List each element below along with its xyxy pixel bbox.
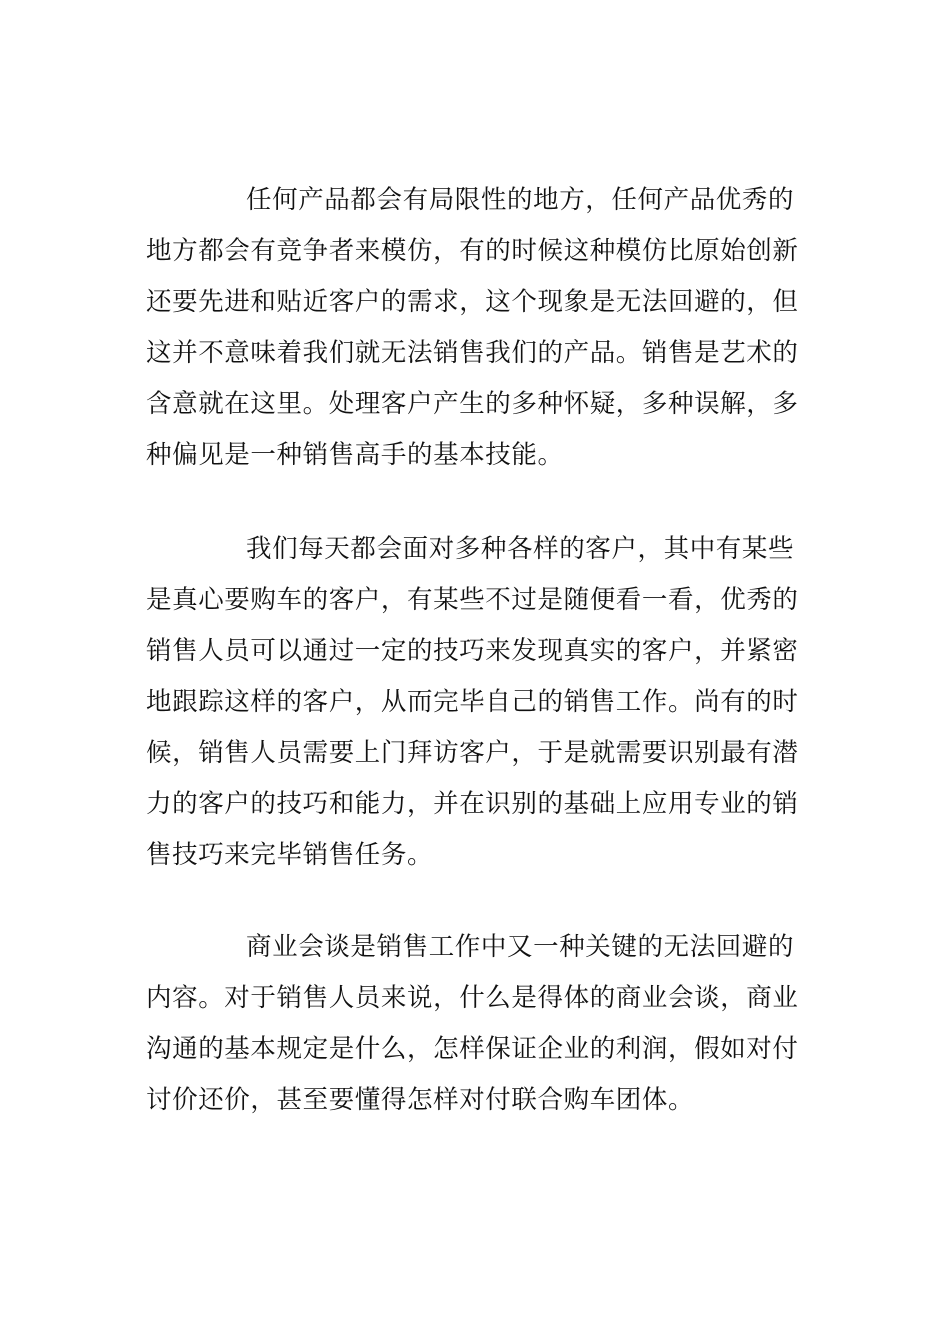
paragraph-line: 内容。对于销售人员来说，什么是得体的商业会谈，商业 [146,983,799,1013]
paragraph-2 [146,524,799,881]
paragraph-line: 讨价还价，甚至要懂得怎样对付联合购车团体。 [146,1085,695,1115]
paragraph-line: 这并不意味着我们就无法销售我们的产品。销售是艺术的 [146,338,799,368]
paragraph-line: 任何产品都会有局限性的地方，任何产品优秀的 [246,185,795,215]
paragraph-line: 沟通的基本规定是什么，怎样保证企业的利润，假如对付 [146,1034,799,1064]
paragraph-line: 地跟踪这样的客户，从而完毕自己的销售工作。尚有的时 [146,687,799,717]
paragraph-line: 是真心要购车的客户，有某些不过是随便看一看，优秀的 [146,585,799,615]
paragraph-line: 地方都会有竞争者来模仿，有的时候这种模仿比原始创新 [146,236,799,266]
paragraph-line: 力的客户的技巧和能力，并在识别的基础上应用专业的销 [146,789,799,819]
paragraph-line: 候，销售人员需要上门拜访客户，于是就需要识别最有潜 [146,738,799,768]
paragraph-line: 商业会谈是销售工作中又一种关键的无法回避的 [246,932,795,962]
paragraph-3 [146,922,799,1126]
paragraph-line: 还要先进和贴近客户的需求，这个现象是无法回避的，但 [146,287,799,317]
paragraph-line: 我们每天都会面对多种各样的客户，其中有某些 [246,534,795,564]
paragraph-line: 销售人员可以通过一定的技巧来发现真实的客户，并紧密 [146,636,799,666]
paragraph-line: 售技巧来完毕销售任务。 [146,840,434,870]
paragraph-line: 含意就在这里。处理客户产生的多种怀疑，多种误解，多 [146,389,799,419]
paragraph-line: 种偏见是一种销售高手的基本技能。 [146,440,564,470]
paragraph-1 [146,175,799,481]
